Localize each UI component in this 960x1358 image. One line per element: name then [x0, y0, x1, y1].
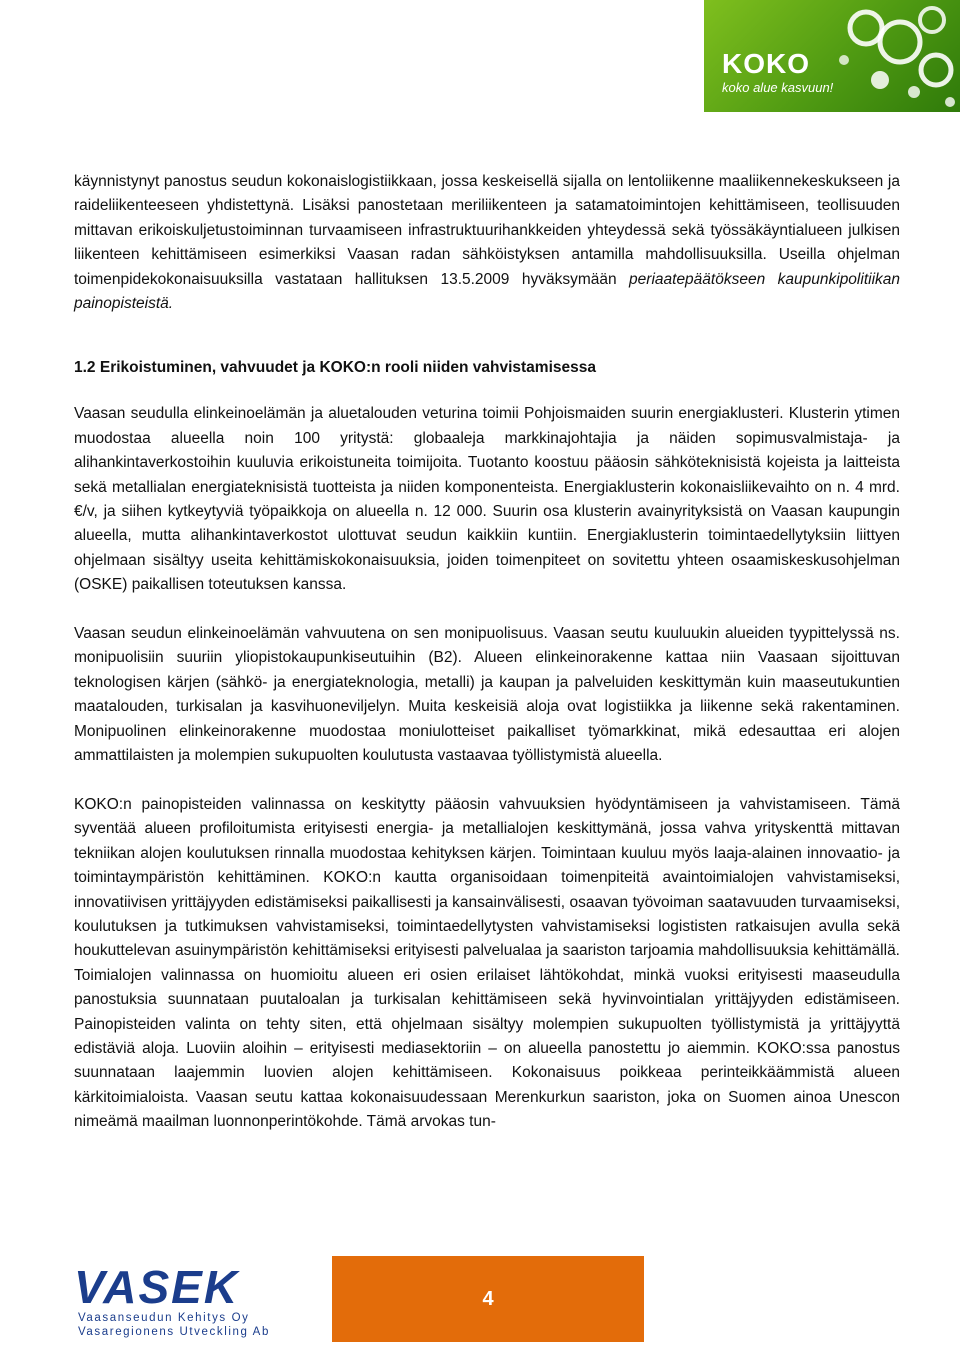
- vasek-logo-line2: Vasaregionens Utveckling Ab: [78, 1326, 270, 1338]
- page-number-box: [332, 1256, 644, 1342]
- document-body: [74, 170, 900, 1159]
- paragraph-energy-cluster: Vaasan seudulla elinkeinoelämän ja aluetalouden veturina toimii Pohjoismaiden suurin energiaklusteri. Klusterin ytimen muodostaa alueella noin 100 yritystä: globaaleja markkinajohtajia ja näiden sopimusvalmistaja- ja alihankintaverkostoihin kuuluvia erikoistuneita toimijoita. Tuotanto koostuu pääosin sähköteknisistä kojeista ja laitteista sekä metallialan energiateknisistä tuotteista ja niiden komponenteista. Energiaklusterin kokonaisliikevaihto on n. 4 mrd. €/v, ja siihen kytkeytyviä työpaikkoja on alueella n. 12 000. Suurin osa klusterin avainyrityksistä on Vaasan kaupungin alueella, mutta alihankintaverkostot ulottuvat seudun kaikkiin kuntiin. Energiaklusterin toimintaedellytyksiin liittyen ohjelmaan sisältyy useita kehittämiskokonaisuuksia, joiden toimenpiteet on sovitettu yhteen osaamiskeskusohjelman (OSKE) paikallisen toteutuksen kanssa.: [74, 405, 900, 594]
- vasek-logo: [74, 1262, 314, 1342]
- koko-logo: [704, 0, 960, 112]
- vasek-logo-name: VASEK: [74, 1261, 240, 1313]
- vasek-logo-line1: Vaasanseudun Kehitys Oy: [78, 1312, 250, 1324]
- intro-paragraph: [74, 170, 900, 316]
- intro-italic: periaatepäätökseen kaupunkipolitiikan painopisteistä.: [74, 270, 901, 313]
- page-number: 4: [482, 1287, 494, 1310]
- paragraph-diversity: Vaasan seudun elinkeinoelämän vahvuutena on sen monipuolisuus. Vaasan seutu kuuluukin alueiden tyypittelyssä ns. monipuolisiin suuriin yliopistokaupunkiseutuihin (B2). Alueen elinkeinorakenne kattaa niin Vaasaan sijoittuvan teknologisen kärjen (sähkö- ja energiateknologia, metalli) ja kaupan ja palveluiden keskittymän kuin maaseutukuntien maatalouden, turkisalan ja kasvihuoneviljelyn. Muita keskeisiä aloja ovat logistiikka ja liikenne sekä rakentaminen. Monipuolinen elinkeinorakenne muodostaa moniulotteiset paikalliset työmarkkinat, mikä edesauttaa eri alojen ammattilaisten ja molempien sukupuolten koulutusta vastaavaa työllistymistä alueella.: [74, 625, 900, 765]
- section-heading: 1.2 Erikoistuminen, vahvuudet ja KOKO:n rooli niiden vahvistamisessa: [74, 359, 596, 377]
- paragraph-koko-priorities: KOKO:n painopisteiden valinnassa on keskitytty pääosin vahvuuksien hyödyntämiseen ja vahvistamiseen. Tämä syventää alueen profiloitumista erityisesti energia- ja metallialojen keskittymänä, jossa vahva yrityskenttä mittavan tekniikan alojen koulutuksen rinnalla muodostaa kehityksen kärjen. Toimintaan kuuluu myös laaja-alainen innovaatio- ja toimintaympäristön kehittäminen. KOKO:n kautta organisoidaan toimenpiteitä avaintoimialojen vahvistamiseksi, innovatiivisen yrittäjyyden edistämiseksi paikallisesti ja kansainvälisesti, osaavan työvoiman saatavuuden turvaamiseksi, koulutuksen ja tutkimuksen vahvistamiseksi, toimintaedellytysten vahvistamiseksi logististen ratkaisujen avulla sekä houkuttelevan asuinympäristön kehittämiseksi erityisesti palvelualaa ja saariston tarjoamia mahdollisuuksia kehittämällä. Toimialojen valinnassa on huomioitu alueen eri osien erilaiset lähtökohdat, minkä vuoksi erityisesti maaseudulla panostuksia suunnataan puutaloalan ja turkisalan kehittämiseen sekä hyvinvointialan yrittäjyyden edistämiseen. Painopisteiden valinta on tehty siten, että ohjelmaan sisältyy molempien sukupuolten työllistymistä ja yrittäjyyttä edistäviä aloja. Luoviin aloihin – erityisesti mediasektoriin – on alueella panostettu jo aiemmin. KOKO:ssa panostus suunnataan laajemmin luovien alojen kehittämiseen. Kokonaisuus poikkeaa perinteikkäämmistä alueen kärkitoimialoista. Vaasan seutu kattaa kokonaisuudessaan Merenkurkun saariston, joka on Suomen ainoa Unescon nimeämä maailman luonnonperintökohde. Tämä arvokas tun-: [74, 795, 900, 1131]
- koko-logo-name: KOKO: [722, 48, 810, 79]
- intro-text: käynnistynyt panostus seudun kokonaislogistiikkaan, jossa keskeisellä sijalla on lentoliikenne maaliikennekeskukseen ja raideliikenteeseen yhdistettynä. Lisäksi panostetaan meriliikenteen ja satamatoimintojen kehittämiseen, teollisuuden mittavan erikoiskuljetustoiminnan turvaamiseen infrastruktuurihankkeiden yhteydessä sekä työssäkäyntialueen julkisen liikenteen kehittämiseen esimerkiksi Vaasan radan sähköistyksen antamilla mahdollisuuksilla. Useilla ohjelman toimenpidekokonaisuuksilla vastataan hallituksen 13.5.2009 hyväksymään: [74, 173, 900, 288]
- koko-logo-tagline: koko alue kasvuun!: [722, 80, 834, 95]
